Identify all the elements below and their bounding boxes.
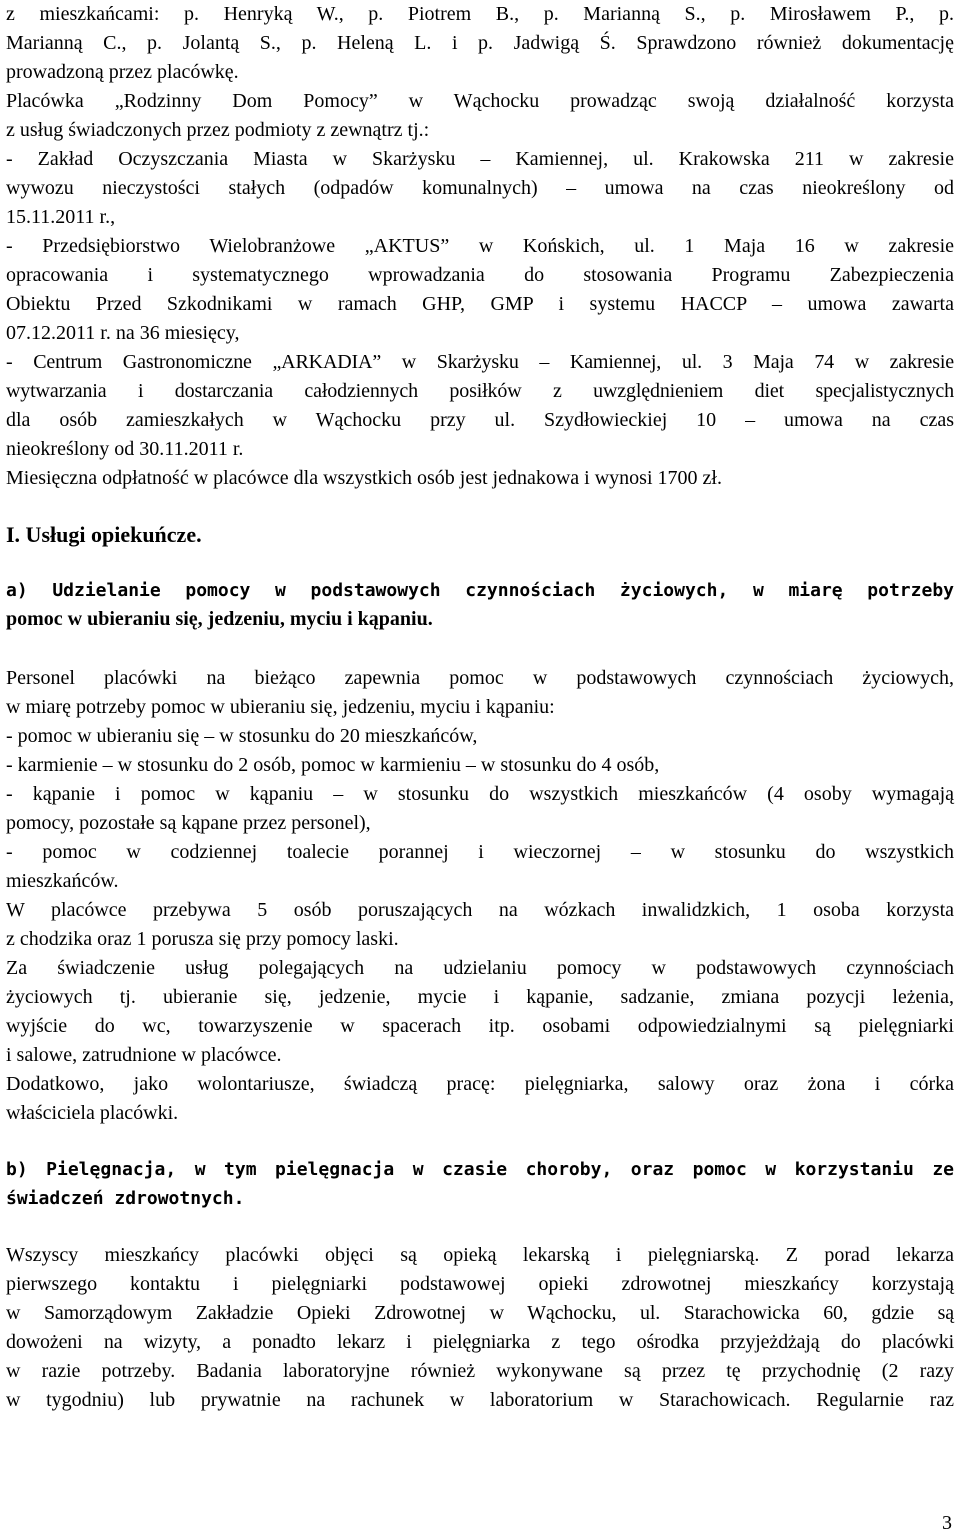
text-line: Za świadczenie usług polegających na udzielaniu pomocy w podstawowych czynnościach — [6, 957, 954, 979]
text-line: Dodatkowo, jako wolontariusze, świadczą pracę: pielęgniarka, salowy oraz żona i córka — [6, 1073, 954, 1095]
text-line: w miarę potrzeby pomoc w ubieraniu się, jedzeniu, myciu i kąpaniu: — [6, 696, 555, 718]
text-line: Personel placówki na bieżąco zapewnia pomoc w podstawowych czynnościach życiowych, — [6, 667, 954, 689]
subheading-line: b) Pielęgnacja, w tym pielęgnacja w czasie choroby, oraz pomoc w korzystaniu ze — [6, 1159, 954, 1180]
text-line: z chodzika oraz 1 porusza się przy pomocy laski. — [6, 928, 399, 950]
text-line: z usług świadczonych przez podmioty z zewnątrz tj.: — [6, 119, 430, 141]
text-line: dowożeni na wizyty, a ponadto lekarz i pielęgniarka z tego ośrodka przyjeżdżają do placówki — [6, 1331, 954, 1353]
text-line: wywozu nieczystości stałych (odpadów komunalnych) – umowa na czas nieokreślony od — [6, 177, 954, 199]
text-line: prowadzoną przez placówkę. — [6, 61, 239, 83]
text-line: mieszkańców. — [6, 870, 119, 892]
page-number: 3 — [942, 1512, 952, 1534]
text-line: W placówce przebywa 5 osób poruszających na wózkach inwalidzkich, 1 osoba korzysta — [6, 899, 954, 921]
section-heading: I. Usługi opiekuńcze. — [6, 522, 202, 547]
text-line: Obiektu Przed Szkodnikami w ramach GHP, GMP i systemu HACCP – umowa zawarta — [6, 293, 954, 315]
subheading-line: świadczeń zdrowotnych. — [6, 1188, 245, 1209]
text-line: nieokreślony od 30.11.2011 r. — [6, 438, 244, 460]
text-line: - kąpanie i pomoc w kąpaniu – w stosunku do wszystkich mieszkańców (4 osoby wymagają — [6, 783, 954, 805]
text-line: dla osób zamieszkałych w Wąchocku przy ul. Szydłowieckiej 10 – umowa na czas — [6, 409, 954, 431]
text-line: Miesięczna odpłatność w placówce dla wszystkich osób jest jednakowa i wynosi 1700 zł. — [6, 467, 722, 489]
subheading-line: a) Udzielanie pomocy w podstawowych czynnościach życiowych, w miarę potrzeby — [6, 580, 954, 601]
text-line: wyjście do wc, towarzyszenie w spacerach itp. osobami odpowiedzialnymi są pielęgniarki — [6, 1015, 954, 1037]
text-line: i salowe, zatrudnione w placówce. — [6, 1044, 282, 1066]
text-line: w razie potrzeby. Badania laboratoryjne również wykonywane są przez tę przychodnię (2 razy — [6, 1360, 954, 1382]
paragraph-contractors — [6, 0, 954, 493]
text-line: życiowych tj. ubieranie się, jedzenie, mycie i kąpanie, sadzanie, zmiana pozycji leżenia, — [6, 986, 954, 1008]
subheading-b — [6, 1155, 954, 1213]
text-line: właściciela placówki. — [6, 1102, 179, 1124]
text-line: - pomoc w codziennej toalecie porannej i wieczornej – w stosunku do wszystkich — [6, 841, 954, 863]
text-line: pierwszego kontaktu i pielęgniarki podstawowej opieki zdrowotnej mieszkańcy korzystają — [6, 1273, 954, 1295]
text-line: Marianną C., p. Jolantą S., p. Heleną L. i p. Jadwigą Ś. Sprawdzono również dokumentację — [6, 32, 954, 54]
text-line: w Samorządowym Zakładzie Opieki Zdrowotnej w Wąchocku, ul. Starachowicka 60, gdzie są — [6, 1302, 954, 1324]
text-line: - karmienie – w stosunku do 2 osób, pomoc w karmieniu – w stosunku do 4 osób, — [6, 754, 660, 776]
text-line: Placówka „Rodzinny Dom Pomocy” w Wąchocku prowadząc swoją działalność korzysta — [6, 90, 954, 112]
text-line: pomocy, pozostałe są kąpane przez personel), — [6, 812, 371, 834]
text-line: w tygodniu) lub prywatnie na rachunek w laboratorium w Starachowicach. Regularnie raz — [6, 1389, 954, 1411]
text-line: opracowania i systematycznego wprowadzania do stosowania Programu Zabezpieczenia — [6, 264, 954, 286]
paragraph-medical-care — [6, 1241, 954, 1415]
document-page — [6, 0, 954, 1415]
subheading-a — [6, 576, 954, 634]
text-line: z mieszkańcami: p. Henryką W., p. Piotrem B., p. Marianną S., p. Mirosławem P., p. — [6, 3, 954, 25]
text-line: - Przedsiębiorstwo Wielobranżowe „AKTUS” w Końskich, ul. 1 Maja 16 w zakresie — [6, 235, 954, 257]
text-line: - Centrum Gastronomiczne „ARKADIA” w Skarżysku – Kamiennej, ul. 3 Maja 74 w zakresie — [6, 351, 954, 373]
paragraph-basic-care — [6, 664, 954, 1128]
subheading-line: pomoc w ubieraniu się, jedzeniu, myciu i kąpaniu. — [6, 608, 433, 630]
text-line: - Zakład Oczyszczania Miasta w Skarżysku – Kamiennej, ul. Krakowska 211 w zakresie — [6, 148, 954, 170]
text-line: - pomoc w ubieraniu się – w stosunku do 20 mieszkańców, — [6, 725, 478, 747]
text-line: wytwarzania i dostarczania całodziennych posiłków z uwzględnieniem diet specjalistycznych — [6, 380, 954, 402]
text-line: 07.12.2011 r. na 36 miesięcy, — [6, 322, 240, 344]
text-line: 15.11.2011 r., — [6, 206, 116, 228]
text-line: Wszyscy mieszkańcy placówki objęci są opieką lekarską i pielęgniarską. Z porad lekarza — [6, 1244, 954, 1266]
